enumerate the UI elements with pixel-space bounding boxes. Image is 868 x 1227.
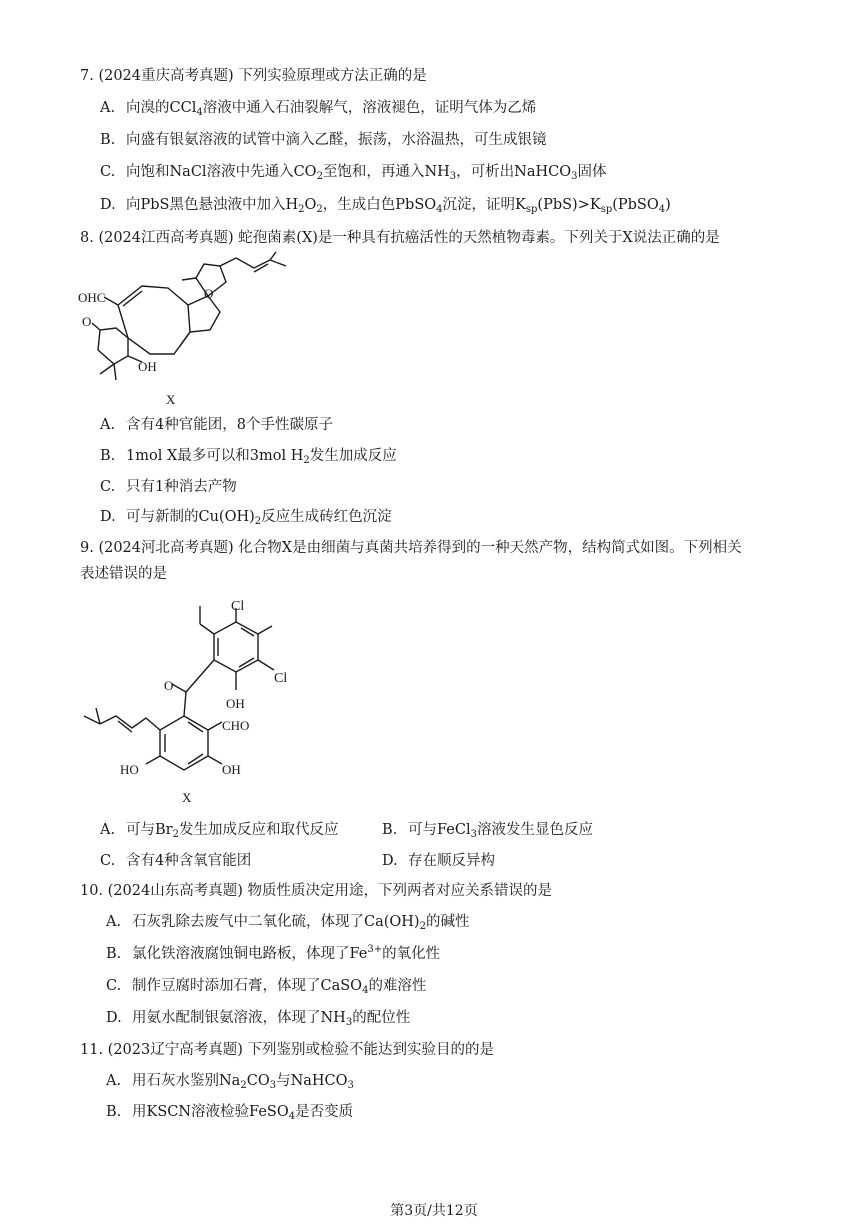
q10-option-b: B. 氯化铁溶液腐蚀铜电路板，体现了$Fe^{3+}$的氧化性 — [106, 944, 441, 962]
q8-option-d: D. 可与新制的$Cu(OH)_2$反应生成砖红色沉淀 — [100, 509, 392, 527]
q9-label-oh-mid: OH — [226, 696, 245, 711]
question-7-title: 7. (2024重庆高考真题) 下列实验原理或方法正确的是 — [80, 68, 427, 84]
q8-label-o-ring: O — [204, 286, 214, 301]
q8-label-oh: OH — [138, 359, 157, 374]
q7-option-a: A. 向溴的CCl$_4$溶液中通入石油裂解气，溶液褪色，证明气体为乙烯 — [100, 100, 537, 118]
q8-option-a: A. 含有4种官能团，8个手性碳原子 — [100, 417, 333, 433]
q11-option-b: B. 用KSCN溶液检验FeSO$_4$是否变质 — [106, 1104, 354, 1122]
q9-label-ho: HO — [120, 762, 139, 777]
question-9-title: 9. (2024河北高考真题) 化合物X是由细菌与真菌共培养得到的一种天然产物，结构简式如图。下列相关 — [80, 540, 742, 556]
q8-label-x: X — [166, 392, 176, 407]
q9-label-x: X — [182, 790, 192, 805]
q9-label-cho: CHO — [222, 718, 250, 733]
structure-x-q9 — [76, 592, 316, 812]
q10-option-c: C. 制作豆腐时添加石膏，体现了CaSO$_4$的难溶性 — [106, 978, 427, 996]
question-8-title: 8. (2024江西高考真题) 蛇孢菌素(X)是一种具有抗癌活性的天然植物毒素。下列关于X说法正确的是 — [80, 230, 720, 246]
q8-option-b: B. 1mol X最多可以和3mol $H_2$发生加成反应 — [100, 448, 397, 466]
page-footer: 第3页/共12页 — [390, 1203, 478, 1219]
q8-label-ohc: OHC — [78, 290, 106, 305]
q9-option-c: C. 含有4种含氧官能团 — [100, 853, 252, 869]
q7-option-d: D. 向PbS黑色悬浊液中加入$H_2O_2$，生成白色PbSO$_4$沉淀，证明$K_{sp}(PbS)>K_{sp}(PbSO_4)$ — [100, 197, 671, 215]
question-9-title-line2: 表述错误的是 — [80, 566, 167, 582]
q11-option-a: A. 用石灰水鉴别$Na_2CO_3$与NaHCO$_3$ — [106, 1073, 354, 1091]
question-10-title: 10. (2024山东高考真题) 物质性质决定用途，下列两者对应关系错误的是 — [80, 883, 552, 899]
q9-option-a: A. 可与$Br_2$发生加成反应和取代反应 — [100, 822, 339, 840]
q9-option-d: D. 存在顺反异构 — [382, 853, 495, 869]
q7-option-c: C. 向饱和NaCl溶液中先通入$CO_2$至饱和，再通入$NH_3$，可析出NaHCO$_3$固体 — [100, 164, 607, 182]
svg-text:O: O — [164, 678, 174, 693]
q9-option-b: B. 可与FeCl$_3$溶液发生显色反应 — [382, 822, 593, 840]
q9-label-cl-top: Cl — [231, 599, 245, 614]
q8-option-c: C. 只有1种消去产物 — [100, 479, 237, 495]
q8-label-o-ketone: O — [82, 314, 92, 329]
q10-option-d: D. 用氨水配制银氨溶液，体现了$NH_3$的配位性 — [106, 1010, 411, 1028]
q7-option-b: B. 向盛有银氨溶液的试管中滴入乙醛，振荡，水浴温热，可生成银镜 — [100, 132, 547, 148]
structure-x-q8 — [70, 250, 300, 410]
q10-option-a: A. 石灰乳除去废气中二氧化硫，体现了$Ca(OH)_2$的碱性 — [106, 914, 470, 932]
question-11-title: 11. (2023辽宁高考真题) 下列鉴别或检验不能达到实验目的的是 — [80, 1042, 494, 1058]
q9-label-oh-right: OH — [222, 762, 241, 777]
q9-label-cl-right: Cl — [274, 671, 288, 686]
